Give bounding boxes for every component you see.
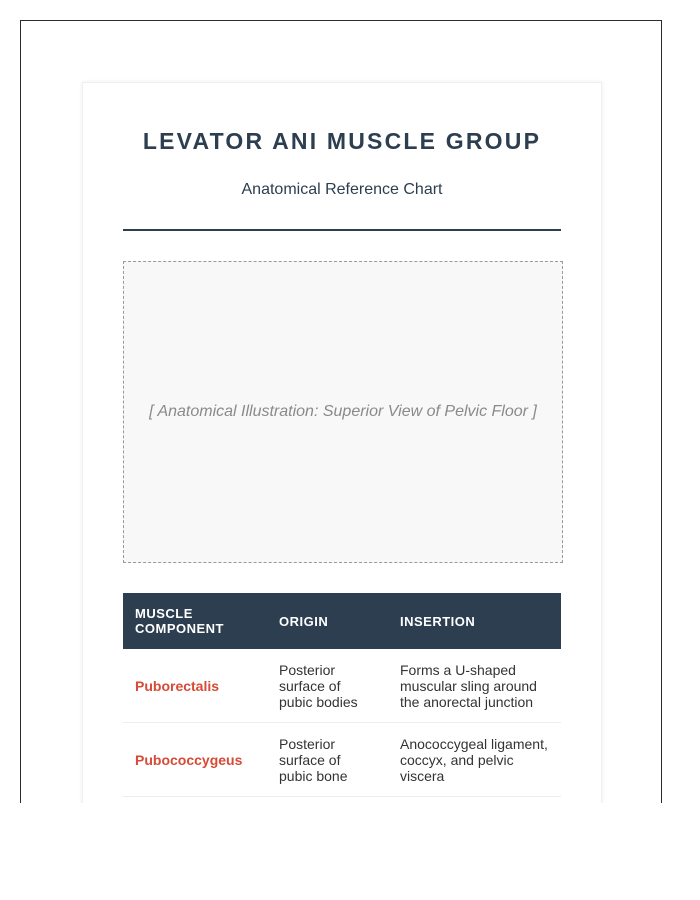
muscle-name: Pubococcygeus (123, 723, 267, 797)
title-divider (123, 229, 561, 231)
column-header-muscle: MUSCLE COMPONENT (123, 593, 267, 649)
column-header-origin: ORIGIN (267, 593, 388, 649)
table-row (123, 649, 561, 723)
muscle-name: Puborectalis (123, 649, 267, 723)
table-header-row (123, 593, 561, 649)
page-subtitle: Anatomical Reference Chart (241, 181, 443, 198)
column-header-insertion: INSERTION (388, 593, 561, 649)
muscle-table (123, 593, 561, 797)
muscle-origin: Posterior surface of pubic bodies (267, 649, 388, 723)
table-row (123, 723, 561, 797)
reference-card (82, 82, 602, 803)
illustration-caption: [ Anatomical Illustration: Superior View of Pelvic Floor ] (149, 403, 537, 420)
muscle-origin: Posterior surface of pubic bone (267, 723, 388, 797)
muscle-insertion: Forms a U-shaped muscular sling around the anorectal junction (388, 649, 561, 723)
muscle-insertion: Anococcygeal ligament, coccyx, and pelvic viscera (388, 723, 561, 797)
illustration-placeholder (123, 261, 563, 563)
document-viewport (20, 20, 662, 803)
table-header (123, 593, 561, 649)
page-title: LEVATOR ANI MUSCLE GROUP (142, 128, 542, 154)
